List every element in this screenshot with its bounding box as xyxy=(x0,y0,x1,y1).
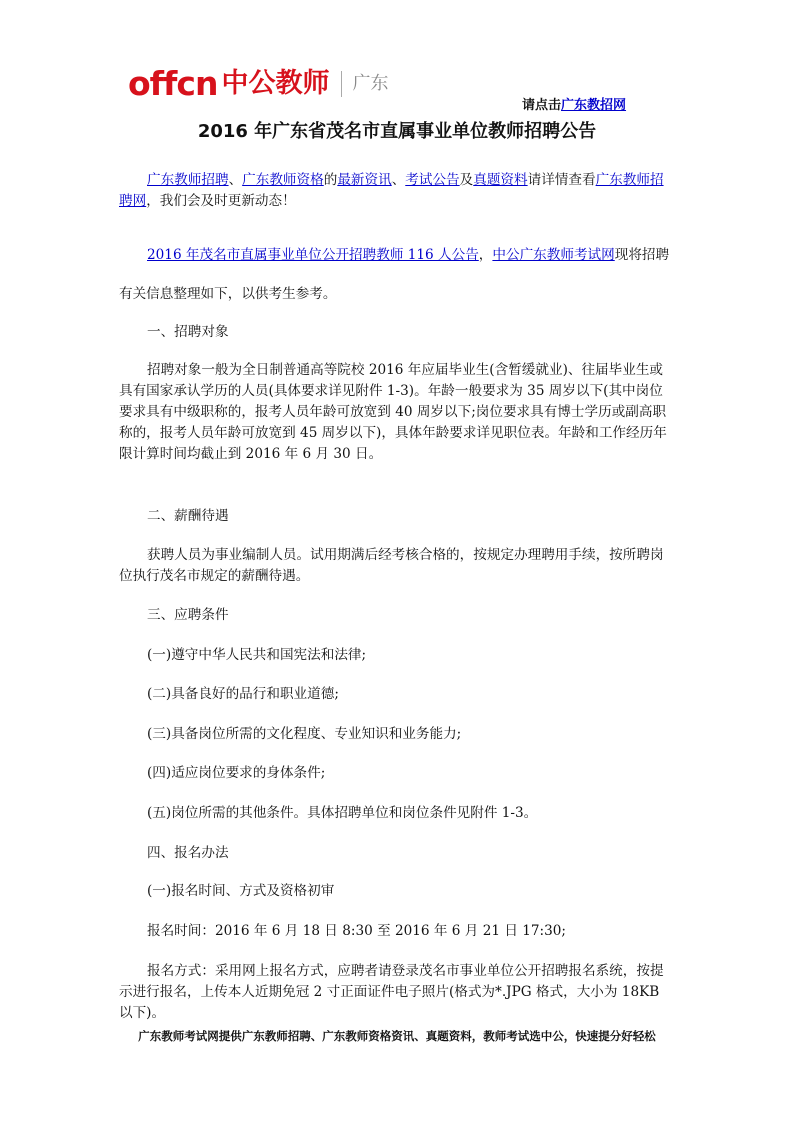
intro-text: 请详情查看 xyxy=(527,172,596,188)
registration-time: 报名时间：2016 年 6 月 18 日 8:30 至 2016 年 6 月 21 日 17:30; xyxy=(147,923,566,939)
condition-item-1: (一)遵守中华人民共和国宪法和法律; xyxy=(147,647,367,663)
lead-text: ， xyxy=(478,247,493,263)
guangdong-jiaozhao-link[interactable]: 广东教招网 xyxy=(561,98,627,113)
intro-text: ，我们会及时更新动态！ xyxy=(146,193,296,209)
lead-line-2: 有关信息整理如下，以供考生参考。 xyxy=(119,286,337,302)
section-3-heading: 三、应聘条件 xyxy=(147,607,229,623)
section-2-body: 获聘人员为事业编制人员。试用期满后经考核合格的，按规定办理聘用手续，按所聘岗位执行茂名市规定的薪酬待遇。 xyxy=(119,547,664,584)
logo-brand: offcn xyxy=(128,64,218,103)
registration-method: 报名方式：采用网上报名方式，应聘者请登录茂名市事业单位公开招聘报名系统，按提示进行报名，上传本人近期免冠 2 寸正面证件电子照片(格式为*.JPG 格式，大小为 18KB 以下)。 xyxy=(119,963,664,1021)
lead-line-1 xyxy=(119,245,672,266)
header-click-here xyxy=(522,94,626,113)
intro-link-past-papers[interactable]: 真题资料 xyxy=(473,172,528,188)
click-prefix: 请点击 xyxy=(522,98,562,113)
condition-item-3: (三)具备岗位所需的文化程度、专业知识和业务能力; xyxy=(147,726,462,742)
section-1-heading: 一、招聘对象 xyxy=(147,324,229,340)
intro-sep: 、 xyxy=(228,172,243,188)
condition-item-4: (四)适应岗位要求的身体条件; xyxy=(147,765,326,781)
intro-sep: 、 xyxy=(391,172,406,188)
intro-paragraph xyxy=(119,170,672,212)
intro-text: 及 xyxy=(459,172,474,188)
announcement-link[interactable]: 2016 年茂名市直属事业单位公开招聘教师 116 人公告 xyxy=(147,247,479,263)
condition-item-5: (五)岗位所需的其他条件。具体招聘单位和岗位条件见附件 1-3。 xyxy=(147,805,538,821)
intro-link-recruit-site[interactable]: 广东教师招聘网 xyxy=(119,172,664,209)
intro-link-exam-notice[interactable]: 考试公告 xyxy=(405,172,460,188)
offcn-exam-site-link[interactable]: 中公广东教师考试网 xyxy=(492,247,615,263)
logo-region: 广东 xyxy=(352,73,389,94)
section-2-heading: 二、薪酬待遇 xyxy=(147,508,229,524)
intro-link-teacher-cert[interactable]: 广东教师资格 xyxy=(242,172,324,188)
intro-link-news[interactable]: 最新资讯 xyxy=(337,172,392,188)
page-title: 2016 年广东省茂名市直属事业单位教师招聘公告 xyxy=(197,121,597,142)
logo-divider xyxy=(341,71,342,97)
footer-banner: 广东教师考试网提供广东教师招聘、广东教师资格资讯、真题资料，教师考试选中公，快速提分好轻松 xyxy=(138,1029,656,1043)
intro-text: 的 xyxy=(323,172,338,188)
section-4-heading: 四、报名办法 xyxy=(147,845,229,861)
intro-link-teacher-recruit[interactable]: 广东教师招聘 xyxy=(147,172,229,188)
offcn-logo xyxy=(128,62,388,106)
section-4-subheading: (一)报名时间、方式及资格初审 xyxy=(147,883,335,899)
logo-name: 中公教师 xyxy=(221,68,330,99)
section-1-body: 招聘对象一般为全日制普通高等院校 2016 年应届毕业生(含暂缓就业)、往届毕业生或具有国家承认学历的人员(具体要求详见附件 1-3)。年龄一般要求为 35 周岁以下(其中岗位要求具有中级职称的，报考人员年龄可放宽到 40 周岁以下;岗位要求具有博士学历或副高职称的，报考人员年龄可放宽到 45 周岁以下)，具体年龄要求详见职位表。年龄和工作经历年限计算时间均截止到 2016 年 6 月 30 日。 xyxy=(119,362,667,462)
lead-text: 现将招聘 xyxy=(614,247,670,263)
condition-item-2: (二)具备良好的品行和职业道德; xyxy=(147,686,339,702)
